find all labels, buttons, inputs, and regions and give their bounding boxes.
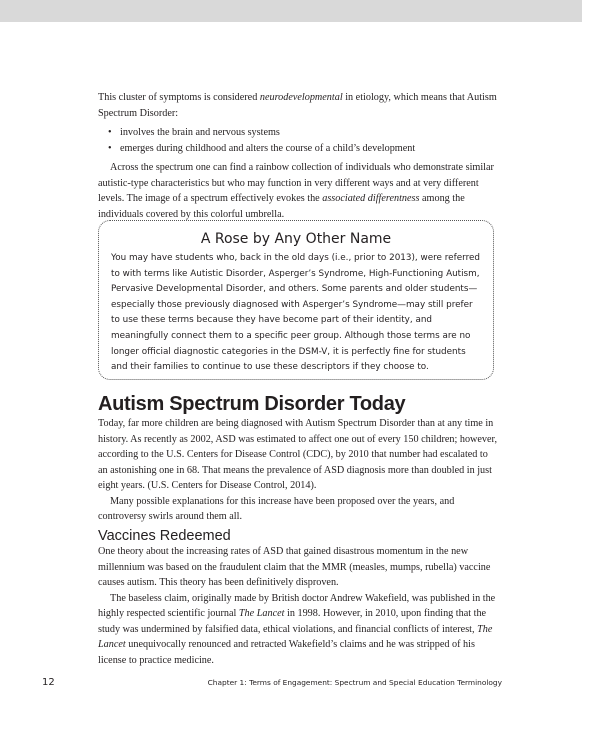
- bullet-list: [98, 125, 498, 156]
- journal-title: The Lancet: [238, 608, 285, 619]
- intro-paragraph: [98, 90, 498, 121]
- emphasis: neurodevelopmental: [259, 92, 343, 103]
- running-footer: Chapter 1: Terms of Engagement: Spectrum and Special Education Terminology: [207, 678, 502, 687]
- subsection-heading: Vaccines Redeemed: [98, 528, 231, 544]
- subsection-paragraph: [98, 591, 498, 669]
- text-run: in etiology, which means that Autism Spectrum Disorder:: [98, 92, 497, 119]
- bullet-item: • involves the brain and nervous systems: [108, 125, 498, 141]
- intro-block: [98, 90, 498, 222]
- header-band: [0, 0, 582, 22]
- journal-title: The Lancet: [98, 623, 493, 650]
- callout-body: You may have students who, back in the old days (i.e., prior to 2013), were referred to with terms like Autistic Disorder, Asperger’s Syndrome, High-Functioning Autism, Pervasive Developmental Disorder, and others. Some parents and older students—especially those previously diagnosed with Asperger’s Syndrome—may still prefer to use these terms because they have become part of their identity, and meaningfully connect them to a specific peer group. Although those terms are no longer official diagnostic categories in the DSM-V, it is perfectly fine for students and their families to continue to use these descriptors if they choose to.: [111, 253, 480, 373]
- sidebar-callout: [98, 220, 494, 380]
- section-paragraph: Many possible explanations for this increase have been proposed over the years, and controversy swirls around them all.: [98, 495, 455, 522]
- section-block: [98, 393, 498, 525]
- text-run: This cluster of symptoms is considered: [98, 92, 260, 103]
- section-heading: Autism Spectrum Disorder Today: [98, 393, 406, 415]
- subsection-block: [98, 528, 498, 668]
- bullet-item: • emerges during childhood and alters the course of a child’s development: [108, 141, 498, 157]
- text-run: Across the spectrum one can find a rainbow collection of individuals who demonstrate similar autistic-type characteristics but who may function in very different ways and at very different levels. The image of a spectrum effectively evokes the: [98, 162, 494, 204]
- text-run: among the individuals covered by this colorful umbrella.: [98, 193, 465, 220]
- callout-title: A Rose by Any Other Name: [200, 231, 392, 247]
- subsection-paragraph: One theory about the increasing rates of ASD that gained disastrous momentum in the new millennium was based on the fraudulent claim that the MMR (measles, mumps, rubella) vaccine causes autism. This theory has been definitively disproven.: [98, 546, 491, 588]
- spectrum-paragraph: [98, 160, 498, 222]
- section-paragraph: Today, far more children are being diagnosed with Autism Spectrum Disorder than at any time in history. As recently as 2002, ASD was estimated to affect one out of every 150 children; however, according to the U.S. Centers for Disease Control (CDC), by 2010 that number had escalated to an astonishing one in 68. That means the prevalence of ASD diagnosis more than doubled in just eight years. (U.S. Centers for Disease Control, 2014).: [98, 418, 498, 491]
- emphasis: associated differentness: [322, 193, 420, 204]
- page-number: 12: [42, 677, 55, 688]
- text-run: in 1998. However, in 2010, upon finding that the study was undermined by falsified data, ethical violations, and financial conflicts of interest,: [98, 608, 487, 635]
- text-run: The baseless claim, originally made by British doctor Andrew Wakefield, was published in the highly respected scientific journal: [98, 592, 496, 619]
- text-run: unequivocally renounced and retracted Wakefield’s claims and he was stripped of his license to practice medicine.: [98, 639, 475, 666]
